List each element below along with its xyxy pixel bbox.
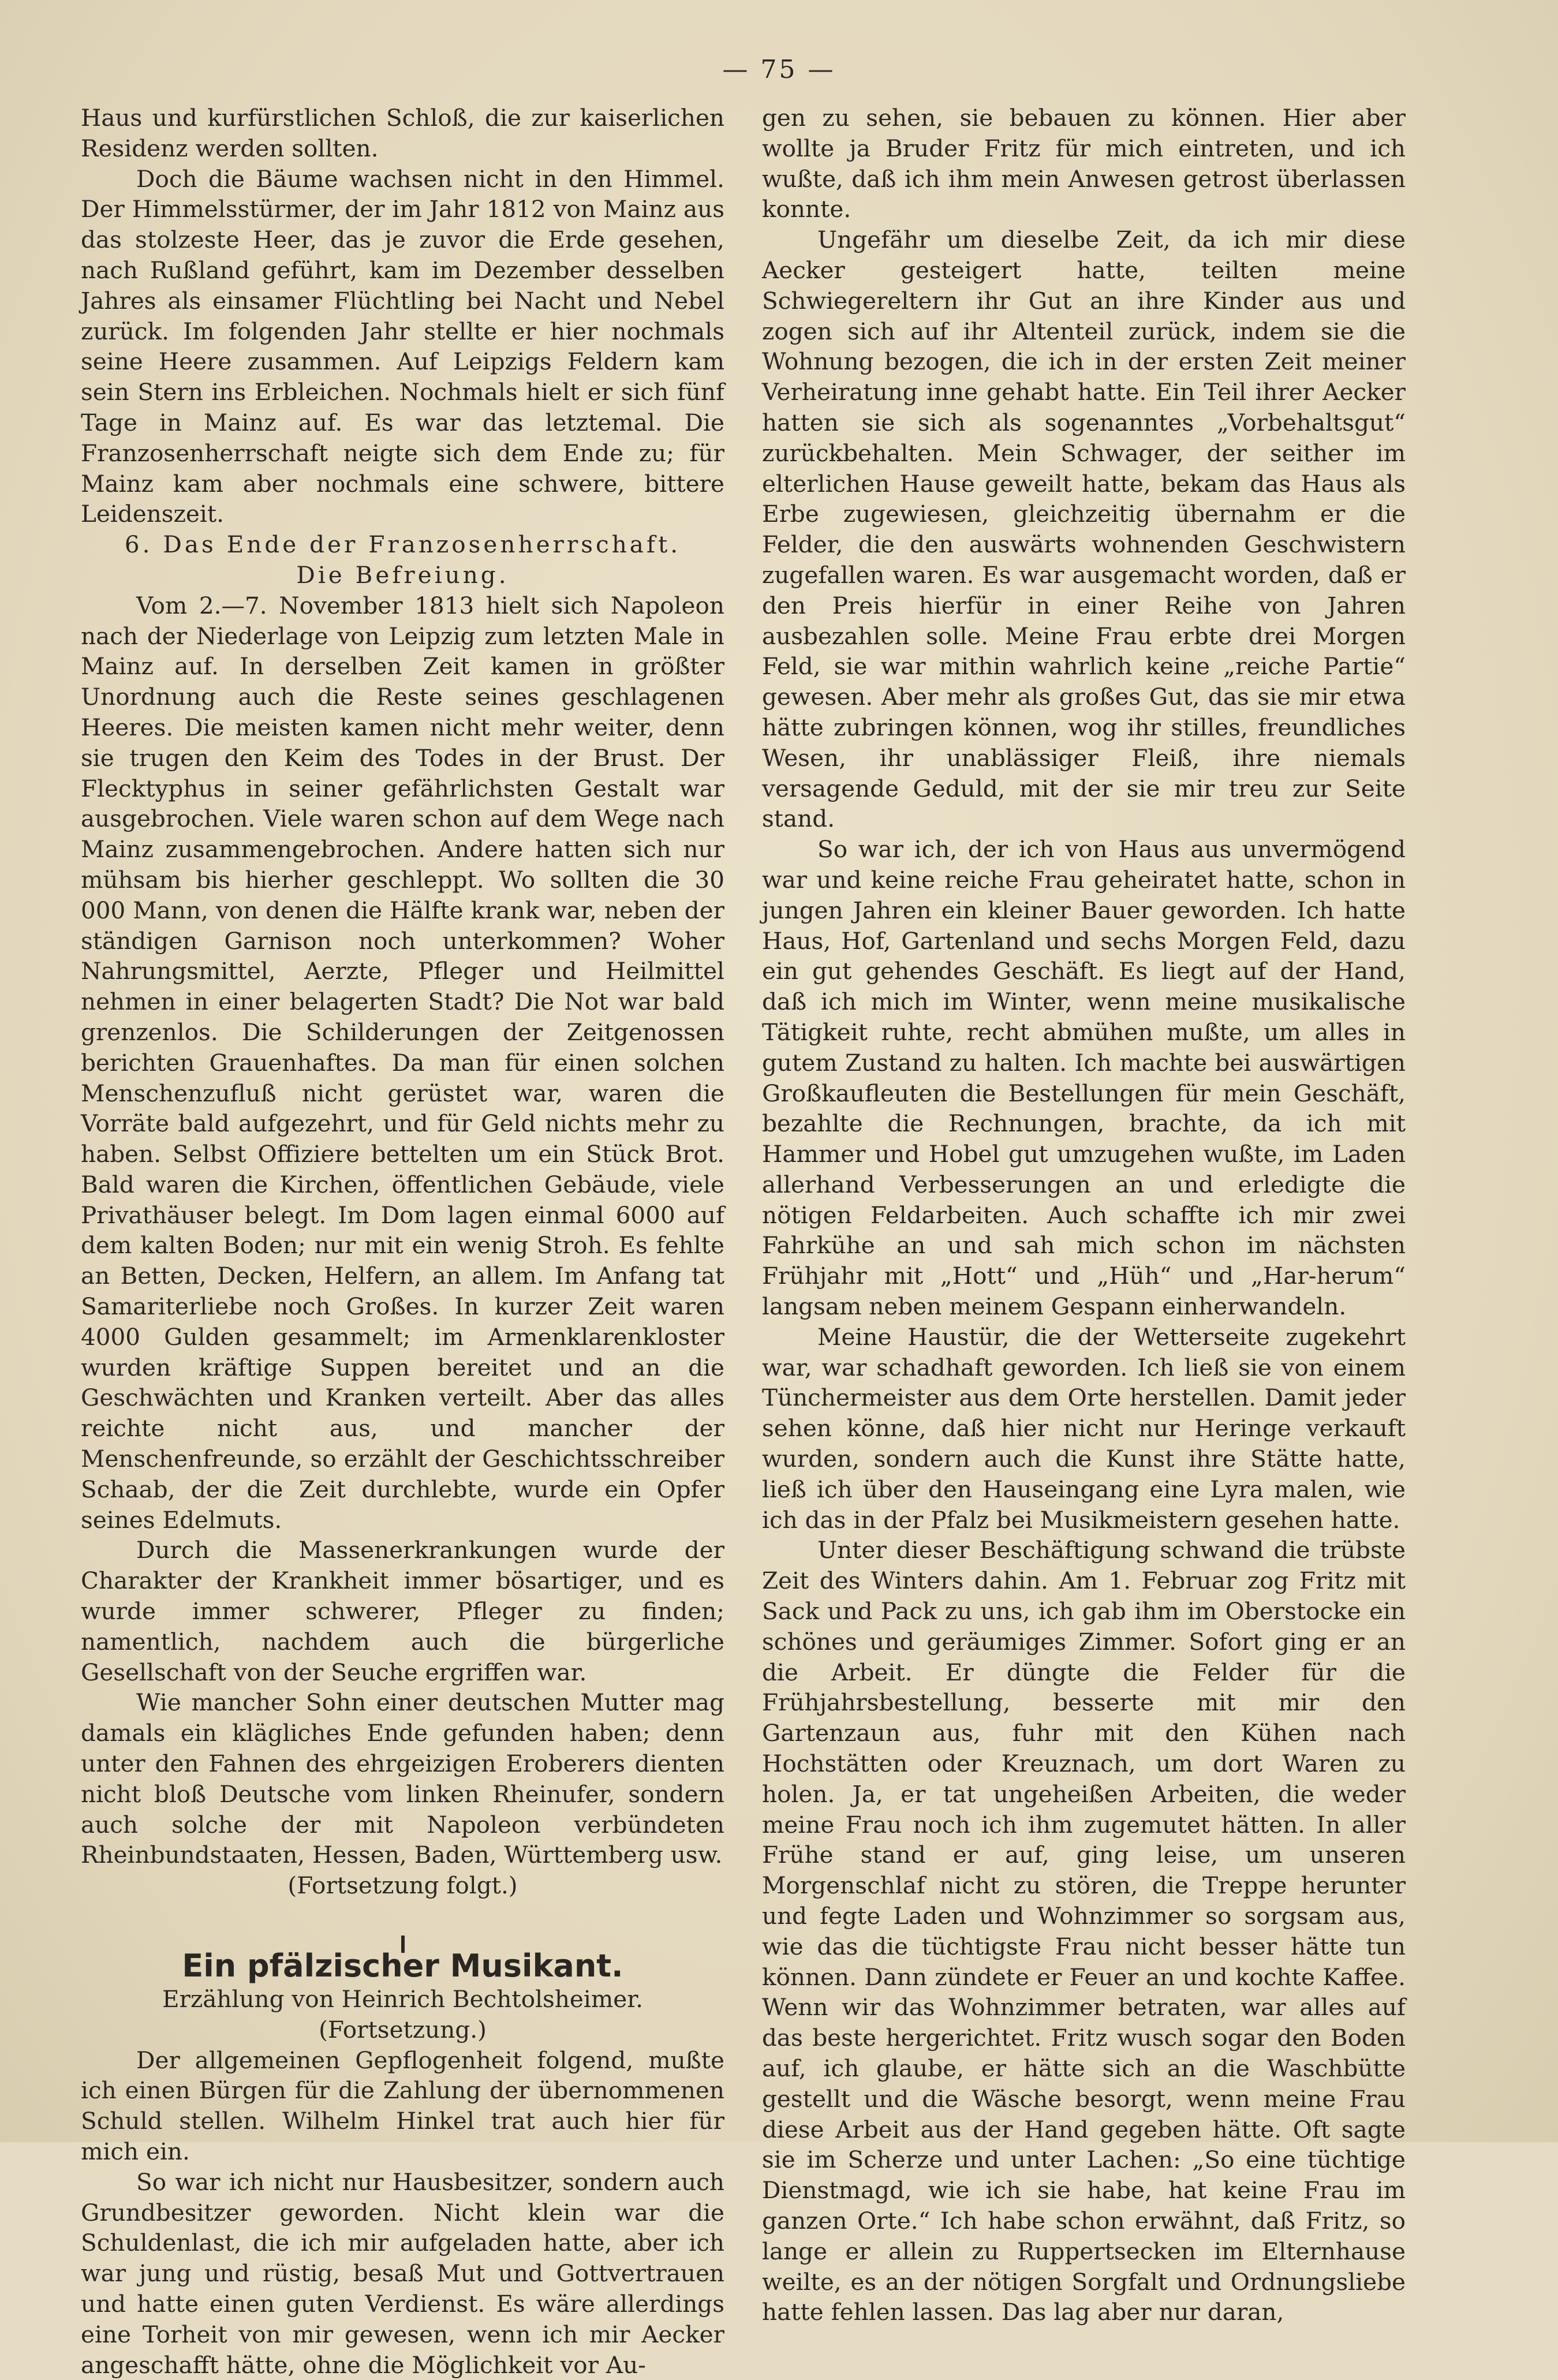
story-title [81,1936,724,1984]
section-subheading: Die Befreiung. [296,561,509,589]
left-column [81,103,724,2380]
paragraph: Haus und kurfürstlichen Schloß, die zur kaiserlichen Residenz werden sollten. [81,104,724,162]
paragraph: Vom 2.—7. November 1813 hielt sich Napoleon nach der Niederlage von Leipzig zum letzten Male in Mainz auf. In derselben Zeit kamen in größter Unordnung auch die Reste seines geschlagenen Heeres. Die meisten kamen nicht mehr weiter, denn sie trugen den Keim des Todes in der Brust. Der Flecktyphus in seiner gefährlichsten Gestalt war ausgebrochen. Viele waren schon auf dem Wege nach Mainz zusammengebrochen. Andere hatten sich nur mühsam bis hierher geschleppt. Wo sollten die 30 000 Mann, von denen die Hälfte krank war, neben der ständigen Garnison noch unterkommen? Woher Nahrungsmittel, Aerzte, Pfleger und Heilmittel nehmen in einer belagerten Stadt? Die Not war bald grenzenlos. Die Schilderungen der Zeitgenossen berichten Grauenhaftes. Da man für einen solchen Menschenzufluß nicht gerüstet war, waren die Vorräte bald aufgezehrt, und für Geld nichts mehr zu haben. Selbst Offiziere bettelten um ein Stück Brot. Bald waren die Kirchen, öffentlichen Gebäude, viele Privathäuser belegt. Im Dom lagen einmal 6000 auf dem kalten Boden; nur mit ein wenig Stroh. Es fehlte an Betten, Decken, Helfern, an allem. Im Anfang tat Samariterliebe noch Großes. In kurzer Zeit waren 4000 Gulden gesammelt; im Armenklarenkloster wurden kräftige Suppen bereitet und an die Geschwächten und Kranken verteilt. Aber das alles reichte nicht aus, und mancher der Menschenfreunde, so erzählt der Geschichtsschreiber Schaab, der die Zeit durchlebte, wurde ein Opfer seines Edelmuts. [81,591,724,1534]
paragraph: Doch die Bäume wachsen nicht in den Himmel. Der Himmelsstürmer, der im Jahr 1812 von Mainz aus das stolzeste Heer, das je zuvor die Erde gesehen, nach Rußland geführt, kam im Dezember desselben Jahres als einsamer Flüchtling bei Nacht und Nebel zurück. Im folgenden Jahr stellte er hier nochmals seine Heere zusammen. Auf Leipzigs Feldern kam sein Stern ins Erbleichen. Nochmals hielt er sich fünf Tage in Mainz auf. Es war das letztemal. Die Franzosenherrschaft neigte sich dem Ende zu; für Mainz kam aber nochmals eine schwere, bittere Leidenszeit. [81,165,724,528]
story-continued-note: (Fortsetzung.) [319,2015,487,2043]
to-be-continued-note: (Fortsetzung folgt.) [287,1871,518,1900]
paragraph: Durch die Massenerkrankungen wurde der Charakter der Krankheit immer bösartiger, und es wurde immer schwerer, Pfleger zu finden; namentlich, nachdem auch die bürgerliche Gesellschaft von der Seuche ergriffen war. [81,1536,724,1686]
section-heading: 6. Das Ende der Franzosenherrschaft. [124,530,681,559]
paragraph: Ungefähr um dieselbe Zeit, da ich mir diese Aecker gesteigert hatte, teilten meine Schwiegereltern ihr Gut an ihre Kinder aus und zogen sich auf ihr Altenteil zurück, indem sie die Wohnung bezogen, die ich in der ersten Zeit meiner Verheiratung inne gehabt hatte. Ein Teil ihrer Aecker hatten sie sich als sogenanntes „Vorbehaltsgut“ zurückbehalten. Mein Schwager, der seither im elterlichen Hause geweilt hatte, bekam das Haus als Erbe zugewiesen, gleichzeitig übernahm er die Felder, die den auswärts wohnenden Geschwistern zugefallen waren. Es war ausgemacht worden, daß er den Preis hierfür in einer Reihe von Jahren ausbezahlen solle. Meine Frau erbte drei Morgen Feld, sie war mithin wahrlich keine „reiche Partie“ gewesen. Aber mehr als großes Gut, das sie mir etwa hätte zubringen können, wog ihr stilles, freundliches Wesen, ihr unablässiger Fleiß, ihre niemals versagende Geduld, mit der sie mir treu zur Seite stand. [762,226,1406,833]
paragraph: Meine Haustür, die der Wetterseite zugekehrt war, war schadhaft geworden. Ich ließ sie von einem Tünchermeister aus dem Orte herstellen. Damit jeder sehen könne, daß hier nicht nur Heringe verkauft wurden, sondern auch die Kunst ihre Stätte hatte, ließ ich über den Hauseingang eine Lyra malen, wie ich das in der Pfalz bei Musikmeistern gesehen hatte. [762,1322,1406,1534]
paragraph: So war ich, der ich von Haus aus unvermögend war und keine reiche Frau geheiratet hatte, schon in jungen Jahren ein kleiner Bauer geworden. Ich hatte Haus, Hof, Gartenland und sechs Morgen Feld, dazu ein gut gehendes Geschäft. Es liegt auf der Hand, daß ich mich im Winter, wenn meine musikalische Tätigkeit ruhte, recht abmühen mußte, um alles in gutem Zustand zu halten. Ich machte bei auswärtigen Großkaufleuten die Bestellungen für mein Geschäft, bezahlte die Rechnungen, brachte, da ich mit Hammer und Hobel gut umzugehen wußte, im Laden allerhand Verbesserungen an und erledigte die nötigen Feldarbeiten. Auch schaffte ich mir zwei Fahrkühe an und sah mich schon im nächsten Frühjahr mit „Hott“ und „Hüh“ und „Har-herum“ langsam neben meinem Gespann einherwandeln. [762,835,1406,1321]
paragraph: Wie mancher Sohn einer deutschen Mutter mag damals ein klägliches Ende gefunden haben; denn unter den Fahnen des ehrgeizigen Eroberers dienten nicht bloß Deutsche vom linken Rheinufer, sondern auch solche der mit Napoleon verbündeten Rheinbundstaaten, Hessen, Baden, Württemberg usw. [81,1688,724,1869]
paragraph: Der allgemeinen Gepflogenheit folgend, mußte ich einen Bürgen für die Zahlung der übernommenen Schuld stellen. Wilhelm Hinkel trat auch hier für mich ein. [81,2046,724,2165]
story-title-text: Ein pfälzischer Musikant. [182,1948,623,1985]
paragraph: Unter dieser Beschäftigung schwand die trübste Zeit des Winters dahin. Am 1. Februar zog Fritz mit Sack und Pack zu uns, ich gab ihm im Oberstocke ein schönes und geräumiges Zimmer. Sofort ging er an die Arbeit. Er düngte die Felder für die Frühjahrsbestellung, besserte mit mir den Gartenzaun aus, fuhr mit den Kühen nach Hochstätten oder Kreuznach, um dort Waren zu holen. Ja, er tat ungeheißen Arbeiten, die weder meine Frau noch ich ihm zugemutet hätten. In aller Frühe stand er auf, ging leise, um unseren Morgenschlaf nicht zu stören, die Treppe herunter und fegte Laden und Wohnzimmer so sorgsam aus, wie das die tüchtigste Frau nicht besser hätte tun können. Dann zündete er Feuer an und kochte Kaffee. Wenn wir das Wohnzimmer betraten, war alles auf das beste hergerichtet. Fritz wusch sogar den Boden auf, ich glaube, er hätte sich an die Waschbütte gestellt und die Wäsche besorgt, wenn meine Frau diese Arbeit aus der Hand gegeben hätte. Oft sagte sie im Scherze und unter Lachen: „So eine tüchtige Dienstmagd, wie ich sie habe, hat keine Frau im ganzen Orte.“ Ich habe schon erwähnt, daß Fritz, so lange er allein zu Ruppertsecken im Elternhause weilte, es an der nötigen Sorgfalt und Ordnungsliebe hatte fehlen lassen. Das lag aber nur daran, [762,1536,1406,2326]
story-author: Erzählung von Heinrich Bechtolsheimer. [162,1985,643,2013]
right-column [762,103,1406,2327]
paragraph: So war ich nicht nur Hausbesitzer, sondern auch Grundbesitzer geworden. Nicht klein war die Schuldenlast, die ich mir aufgeladen hatte, aber ich war jung und rüstig, besaß Mut und Gottvertrauen und hatte einen guten Verdienst. Es wäre allerdings eine Torheit von mir gewesen, wenn ich mir Aecker angeschafft hätte, ohne die Möglichkeit vor Au- [81,2168,724,2379]
page-number: — 75 — [722,55,836,84]
paragraph: gen zu sehen, sie bebauen zu können. Hier aber wollte ja Bruder Fritz für mich eintreten, und ich wußte, daß ich ihm mein Anwesen getrost überlassen konnte. [762,104,1406,223]
